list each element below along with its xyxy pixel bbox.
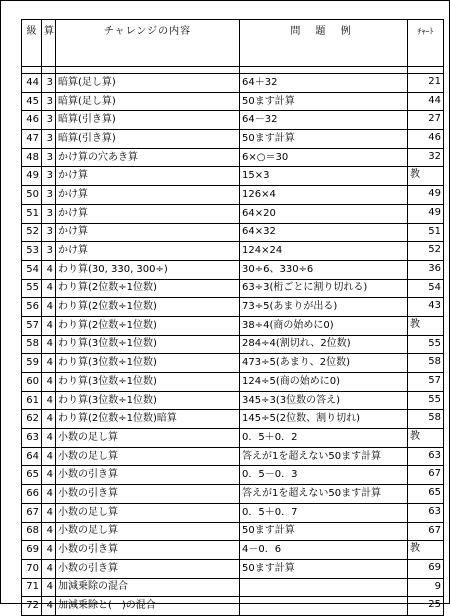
table-row <box>22 559 444 578</box>
content-cell: 小数の足し算 <box>56 503 240 522</box>
calc-cell: 3 <box>42 130 56 149</box>
chart-value: 55 <box>428 337 441 349</box>
level-cell: 56 <box>22 298 42 317</box>
table-row <box>22 167 444 186</box>
content-cell: わり算(2位数÷1位数) <box>56 279 240 298</box>
chart-cell <box>408 354 444 373</box>
chart-value: 36 <box>428 262 441 274</box>
problem-cell: 73÷5(あまりが出る) <box>240 298 408 317</box>
calc-cell: 4 <box>42 410 56 429</box>
content-cell: 小数の引き算 <box>56 559 240 578</box>
level-cell: 54 <box>22 260 42 279</box>
table-row <box>22 597 444 616</box>
chart-value: 27 <box>428 113 441 125</box>
problem-cell: 38÷4(商の始めに0) <box>240 316 408 335</box>
content-cell: かけ算 <box>56 186 240 205</box>
table-row <box>22 335 444 354</box>
problem-cell: 6×○＝30 <box>240 148 408 167</box>
calc-cell: 4 <box>42 354 56 373</box>
content-cell: 加減乗除の混合 <box>56 578 240 597</box>
content-cell: 加減乗除と( )の混合 <box>56 597 240 616</box>
chart-value: 44 <box>428 94 441 106</box>
table-row <box>22 148 444 167</box>
chart-cell <box>408 260 444 279</box>
calc-cell: 4 <box>42 316 56 335</box>
level-cell: 62 <box>22 410 42 429</box>
table-row <box>22 242 444 261</box>
header-content: チャレンジの内容 <box>56 20 240 67</box>
chart-cell <box>408 522 444 541</box>
chart-value: 69 <box>428 561 441 573</box>
level-cell: 68 <box>22 522 42 541</box>
content-cell: 暗算(足し算) <box>56 92 240 111</box>
calc-cell: 3 <box>42 223 56 242</box>
chart-cell <box>408 373 444 392</box>
chart-cell <box>408 223 444 242</box>
chart-cell <box>408 541 444 560</box>
content-cell: 小数の足し算 <box>56 522 240 541</box>
problem-cell: 50ます計算 <box>240 559 408 578</box>
table-row <box>22 522 444 541</box>
textbook-mark: 教 <box>410 543 420 555</box>
problem-cell: 0．5－0．3 <box>240 466 408 485</box>
chart-value: 43 <box>428 300 441 312</box>
calc-cell: 4 <box>42 298 56 317</box>
level-cell: 60 <box>22 373 42 392</box>
chart-cell <box>408 74 444 93</box>
problem-cell: 64＋32 <box>240 74 408 93</box>
problem-cell: 答えが1を超えない50ます計算 <box>240 447 408 466</box>
chart-cell <box>408 429 444 448</box>
calc-cell: 4 <box>42 279 56 298</box>
content-cell: 小数の引き算 <box>56 466 240 485</box>
level-cell: 58 <box>22 335 42 354</box>
chart-value: 52 <box>428 244 441 256</box>
calc-cell: 4 <box>42 522 56 541</box>
calc-cell: 4 <box>42 466 56 485</box>
table-row <box>22 466 444 485</box>
chart-value: 25 <box>428 599 441 611</box>
table-row <box>22 111 444 130</box>
calc-cell: 4 <box>42 391 56 410</box>
level-cell: 57 <box>22 316 42 335</box>
content-cell: わり算(30, 330, 300÷) <box>56 260 240 279</box>
chart-value: 49 <box>428 206 441 218</box>
calc-cell: 3 <box>42 111 56 130</box>
level-cell: 45 <box>22 92 42 111</box>
table-row <box>22 260 444 279</box>
level-cell: 49 <box>22 167 42 186</box>
chart-value: 55 <box>428 393 441 405</box>
content-cell: わり算(3位数÷1位数) <box>56 335 240 354</box>
chart-value: 63 <box>428 449 441 461</box>
calc-cell: 3 <box>42 148 56 167</box>
calc-cell: 4 <box>42 597 56 616</box>
table-row <box>22 223 444 242</box>
problem-cell: 284÷4(割切れ、2位数) <box>240 335 408 354</box>
calc-cell: 4 <box>42 335 56 354</box>
chart-value: 9 <box>434 580 441 592</box>
content-cell: かけ算の穴あき算 <box>56 148 240 167</box>
chart-value: 58 <box>428 356 441 368</box>
chart-cell <box>408 578 444 597</box>
calc-cell: 4 <box>42 260 56 279</box>
header-spacer-row <box>22 67 444 74</box>
chart-cell <box>408 167 444 186</box>
content-cell: 小数の引き算 <box>56 485 240 504</box>
chart-cell <box>408 410 444 429</box>
problem-cell: 145÷5(2位数、割り切れ) <box>240 410 408 429</box>
problem-cell: 124×24 <box>240 242 408 261</box>
problem-cell: 30÷6、330÷6 <box>240 260 408 279</box>
problem-cell: 124÷5(商の始めに0) <box>240 373 408 392</box>
problem-cell: 345÷3(3位数の答え) <box>240 391 408 410</box>
chart-cell <box>408 466 444 485</box>
table-row <box>22 541 444 560</box>
problem-cell: 0．5＋0．7 <box>240 503 408 522</box>
content-cell: わり算(2位数÷1位数) <box>56 316 240 335</box>
chart-cell <box>408 130 444 149</box>
level-cell: 71 <box>22 578 42 597</box>
problem-cell: 4－0．6 <box>240 541 408 560</box>
problem-cell: 473÷5(あまり、2位数) <box>240 354 408 373</box>
calc-cell: 4 <box>42 373 56 392</box>
chart-value: 21 <box>428 76 441 87</box>
chart-cell <box>408 111 444 130</box>
table-row <box>22 204 444 223</box>
chart-cell <box>408 92 444 111</box>
level-cell: 63 <box>22 429 42 448</box>
calc-cell: 3 <box>42 167 56 186</box>
calc-cell: 4 <box>42 559 56 578</box>
chart-value: 57 <box>428 375 441 386</box>
content-cell: わり算(2位数÷1位数)暗算 <box>56 410 240 429</box>
level-cell: 50 <box>22 186 42 205</box>
chart-cell <box>408 279 444 298</box>
content-cell: わり算(3位数÷1位数) <box>56 354 240 373</box>
calc-cell: 4 <box>42 485 56 504</box>
table-row <box>22 578 444 597</box>
chart-cell <box>408 148 444 167</box>
chart-cell <box>408 503 444 522</box>
header-calc: 算 <box>42 20 56 67</box>
level-cell: 48 <box>22 148 42 167</box>
chart-value: 65 <box>428 487 441 499</box>
table-row <box>22 429 444 448</box>
content-cell: 小数の引き算 <box>56 541 240 560</box>
level-cell: 46 <box>22 111 42 130</box>
chart-value: 67 <box>428 468 441 480</box>
content-cell: わり算(3位数÷1位数) <box>56 373 240 392</box>
problem-cell: 126×4 <box>240 186 408 205</box>
problem-cell: 64×20 <box>240 204 408 223</box>
level-cell: 53 <box>22 242 42 261</box>
table-row <box>22 503 444 522</box>
problem-cell: 50ます計算 <box>240 522 408 541</box>
problem-cell: 50ます計算 <box>240 92 408 111</box>
chart-cell <box>408 298 444 317</box>
table-row <box>22 316 444 335</box>
table-row <box>22 485 444 504</box>
content-cell: 暗算(足し算) <box>56 74 240 93</box>
problem-cell: 15×3 <box>240 167 408 186</box>
table-row <box>22 373 444 392</box>
table-row <box>22 391 444 410</box>
level-cell: 52 <box>22 223 42 242</box>
content-cell: 小数の足し算 <box>56 447 240 466</box>
problem-cell: 63÷3(桁ごとに割り切れる) <box>240 279 408 298</box>
table-row <box>22 410 444 429</box>
textbook-mark: 教 <box>410 318 420 330</box>
table-row <box>22 447 444 466</box>
level-cell: 70 <box>22 559 42 578</box>
chart-cell <box>408 316 444 335</box>
calc-cell: 4 <box>42 503 56 522</box>
content-cell: かけ算 <box>56 167 240 186</box>
chart-cell <box>408 391 444 410</box>
problem-cell <box>240 578 408 597</box>
chart-value: 54 <box>428 281 441 293</box>
level-cell: 65 <box>22 466 42 485</box>
header-level: 級 <box>22 20 42 67</box>
chart-value: 46 <box>428 132 441 144</box>
chart-value: 51 <box>428 225 441 237</box>
calc-cell: 3 <box>42 186 56 205</box>
content-cell: かけ算 <box>56 223 240 242</box>
level-cell: 66 <box>22 485 42 504</box>
calc-cell: 4 <box>42 541 56 560</box>
table-row <box>22 354 444 373</box>
content-cell: わり算(3位数÷1位数) <box>56 391 240 410</box>
table-row <box>22 130 444 149</box>
chart-cell <box>408 447 444 466</box>
level-cell: 69 <box>22 541 42 560</box>
calc-cell: 3 <box>42 92 56 111</box>
chart-cell <box>408 597 444 616</box>
table-row <box>22 74 444 93</box>
level-cell: 64 <box>22 447 42 466</box>
chart-cell <box>408 242 444 261</box>
chart-cell <box>408 485 444 504</box>
level-cell: 51 <box>22 204 42 223</box>
content-cell: 暗算(引き算) <box>56 111 240 130</box>
textbook-mark: 教 <box>410 169 420 181</box>
level-cell: 55 <box>22 279 42 298</box>
header-chart: ﾁｬｰﾄ <box>408 20 444 67</box>
problem-cell: 答えが1を超えない50ます計算 <box>240 485 408 504</box>
chart-cell <box>408 559 444 578</box>
problem-cell <box>240 597 408 616</box>
level-cell: 61 <box>22 391 42 410</box>
level-cell: 59 <box>22 354 42 373</box>
content-cell: わり算(2位数÷1位数) <box>56 298 240 317</box>
header-problem: 問 題 例 <box>240 20 408 67</box>
table-row <box>22 279 444 298</box>
chart-value: 49 <box>428 188 441 200</box>
challenge-table <box>21 19 444 616</box>
level-cell: 47 <box>22 130 42 149</box>
problem-cell: 0．5＋0．2 <box>240 429 408 448</box>
problem-cell: 64－32 <box>240 111 408 130</box>
level-cell: 72 <box>22 597 42 616</box>
content-cell: かけ算 <box>56 204 240 223</box>
table-row <box>22 186 444 205</box>
chart-value: 58 <box>428 412 441 424</box>
chart-cell <box>408 335 444 354</box>
level-cell: 44 <box>22 74 42 93</box>
calc-cell: 3 <box>42 242 56 261</box>
calc-cell: 3 <box>42 74 56 93</box>
calc-cell: 4 <box>42 447 56 466</box>
content-cell: かけ算 <box>56 242 240 261</box>
chart-cell <box>408 186 444 205</box>
chart-value: 63 <box>428 505 441 517</box>
textbook-mark: 教 <box>410 431 420 443</box>
calc-cell: 4 <box>42 429 56 448</box>
chart-cell <box>408 204 444 223</box>
problem-cell: 50ます計算 <box>240 130 408 149</box>
chart-value: 32 <box>428 150 441 162</box>
chart-value: 67 <box>428 524 441 536</box>
content-cell: 小数の足し算 <box>56 429 240 448</box>
header-row <box>22 20 444 67</box>
table-row <box>22 298 444 317</box>
table-row <box>22 92 444 111</box>
level-cell: 67 <box>22 503 42 522</box>
problem-cell: 64×32 <box>240 223 408 242</box>
calc-cell: 3 <box>42 204 56 223</box>
content-cell: 暗算(引き算) <box>56 130 240 149</box>
calc-cell: 4 <box>42 578 56 597</box>
